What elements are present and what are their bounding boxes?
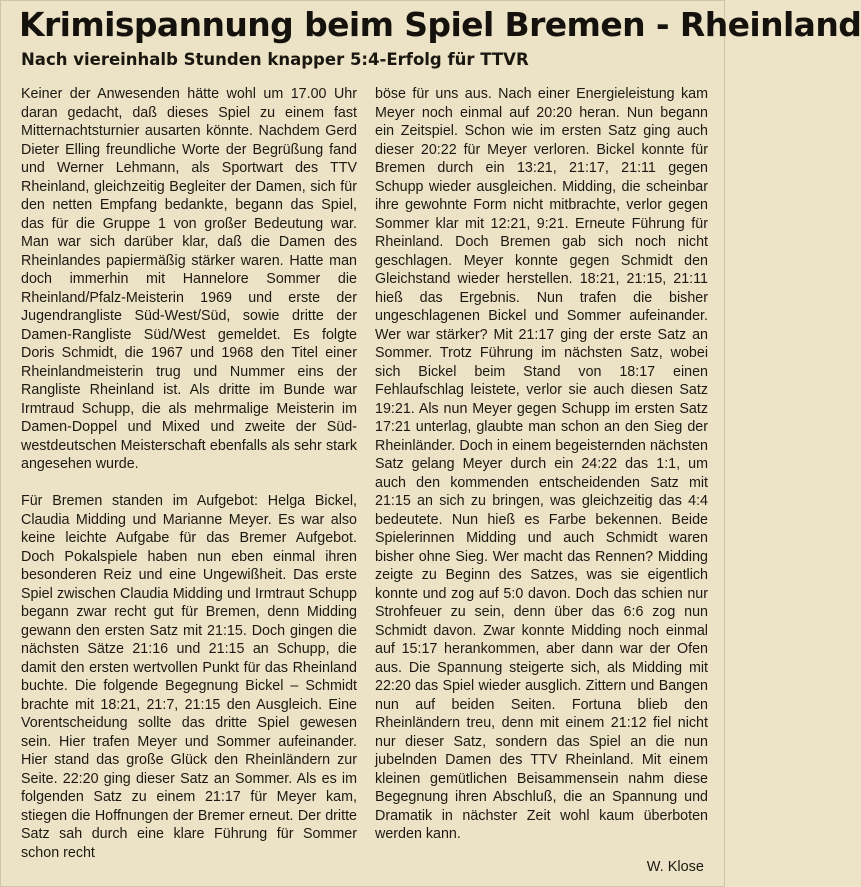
- subheadline: Nach viereinhalb Stunden knapper 5:4-Erfolg für TTVR: [21, 50, 529, 69]
- article-paragraph-2: Für Bremen standen im Aufgebot: Helga Bickel, Claudia Midding und Marianne Meyer. Es war also keine leichte Aufgabe für das Bremer Aufgebot. Doch Pokalspiele haben nun eben einmal ihren besonderen Reiz und eine Ungewißheit. Das erste Spiel zwischen Claudia Midding und Irmtraut Schupp begann zwar recht gut für Bremen, denn Midding gewann den ersten Satz mit 21:15. Doch gingen die nächsten Sätze 21:16 und 21:15 an Schupp, die damit den ersten wertvollen Punkt für das Rheinland buchte. Die folgende Begegnung Bickel – Schmidt brachte mit 18:21, 21:7, 21:15 den Ausgleich. Eine Vorentscheidung sollte das dritte Spiel gewesen sein. Hier trafen Meyer und Sommer aufeinander. Hier stand das große Glück den Rheinländern zur Seite. 22:20 ging dieser Satz an Sommer. Als es im folgenden Satz zu einem 21:17 für Meyer kam, stiegen die Hoffnungen der Bremer erneut. Der dritte Satz sah durch eine klare Führung für Sommer schon recht: [21, 493, 357, 861]
- headline: Krimispannung beim Spiel Bremen - Rheinland: [19, 5, 861, 44]
- article-column-right: [375, 85, 708, 844]
- paragraph-gap: [21, 474, 357, 493]
- article-column-left: [21, 85, 357, 862]
- author-byline: W. Klose: [646, 859, 704, 875]
- article-paragraph-1: Keiner der Anwesenden hätte wohl um 17.00 Uhr daran gedacht, daß dieses Spiel zu einem fast Mitternachtsturnier ausarten könnte. Nachdem Gerd Dieter Elling freundliche Worte der Begrüßung fand und Werner Lehmann, als Sportwart des TTV Rheinland, gleichzeitig Begleiter der Damen, sich für den netten Empfang bedankte, begann das Spiel, das für die Gruppe 1 von großer Bedeutung war. Man war sich darüber klar, daß die Damen des Rheinlandes papiermäßig stärker waren. Hatte man doch immerhin mit Hannelore Sommer die Rheinland/Pfalz-Meisterin 1969 und erste der Jugendrangliste Süd-West/Süd, sowie dritte der Damen-Rangliste Süd/West gemeldet. Es folgte Doris Schmidt, die 1967 und 1968 den Titel einer Rheinlandmeisterin trug und Nummer eins der Rangliste Rheinland ist. Als dritte im Bunde war Irmtraud Schupp, die als mehrmalige Meisterin im Damen-Doppel und Mixed und zweite der Südwestdeutschen Meisterschaft ebenfalls als sehr stark angesehen wurde.: [21, 86, 357, 472]
- article-paragraph-3: böse für uns aus. Nach einer Energieleistung kam Meyer noch einmal auf 20:20 heran. Nun begann ein Zeitspiel. Schon wie im ersten Satz ging auch dieser 20:22 für Meyer verloren. Bickel konnte für Bremen durch ein 13:21, 21:17, 21:11 gegen Schupp wieder ausgleichen. Midding, die scheinbar ihre gewohnte Form nicht mitbrachte, verlor gegen Sommer klar mit 12:21, 9:21. Erneute Führung für Rheinland. Doch Bremen gab sich noch nicht geschlagen. Meyer konnte gegen Schmidt den Gleichstand wieder herstellen. 18:21, 21:15, 21:11 hieß das Ergebnis. Nun trafen die bisher ungeschlagenen Bickel und Sommer aufeinander. Wer war stärker? Mit 21:17 ging der erste Satz an Sommer. Trotz Führung im nächsten Satz, wobei sich Bickel beim Stand von 18:17 einen Fehlaufschlag leistete, verlor sie auch diesen Satz 19:21. Als nun Meyer gegen Schupp im ersten Satz 17:21 unterlag, glaubte man schon an den Sieg der Rheinländer. Doch in einem begeisternden nächsten Satz gelang Meyer durch ein 24:22 das 1:1, um auch den kommenden entscheidenden Satz mit 21:15 an sich zu bringen, was gleichzeitig das 4:4 bedeutete. Nun hieß es Farbe bekennen. Beide Spielerinnen Midding und auch Schmidt waren bisher ohne Sieg. Wer macht das Rennen? Midding zeigte zu Beginn des Satzes, was sie eigentlich konnte und zog auf 5:0 davon. Doch das schien nur Strohfeuer zu sein, denn über das 6:6 zog nun Schmidt davon. Zwar konnte Midding noch einmal auf 15:17 herankommen, aber dann war der Ofen aus. Die Spannung steigerte sich, als Midding mit 22:20 das Spiel wieder ausglich. Zittern und Bangen nun auf beiden Seiten. Fortuna blieb den Rheinländern treu, denn mit einem 21:12 fiel nicht nur dieser Satz, sondern das Spiel an die nun jubelnden Damen des TTV Rheinland. Mit einem kleinen gemütlichen Beisammensein nahm diese Begegnung ihren Abschluß, die an Spannung und Dramatik in nächster Zeit wohl kaum überboten werden kann.: [375, 86, 708, 842]
